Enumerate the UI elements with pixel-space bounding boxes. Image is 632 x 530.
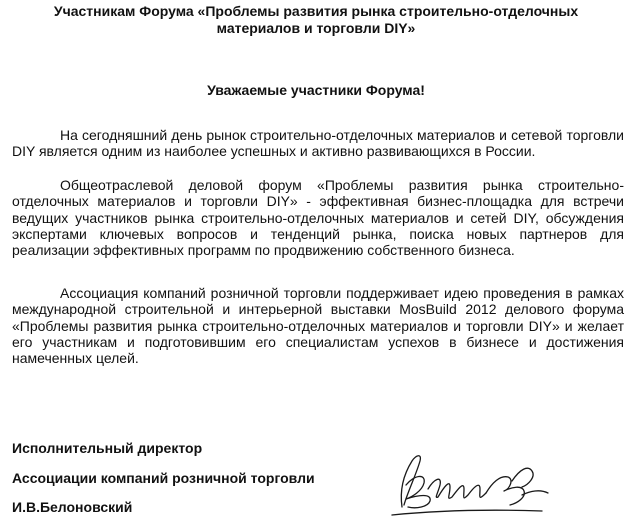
signatory-name: И.В.Белоновский xyxy=(12,499,133,515)
letter-heading-line-2: материалов и торговли DIY» xyxy=(216,20,416,36)
paragraph-1: На сегодняшний день рынок строительно-отделочных материалов и сетевой торговли DIY является одним из наиболее успешных и активно развивающихся в России. xyxy=(12,127,624,160)
signatory-organization: Ассоциации компаний розничной торговли xyxy=(12,470,315,486)
letter-heading-line-1: Участникам Форума «Проблемы развития рынка строительно-отделочных xyxy=(53,3,579,19)
paragraph-2: Общеотраслевой деловой форум «Проблемы развития рынка строительно-отделочных материалов и торговли DIY» - эффективная бизнес-площадка для встречи ведущих участников рынка строительно-отделочных материалов и сетей DIY, обсуждения экспертами ключевых вопросов и тенденций рынка, поиска новых партнеров для реализации эффективных программ по продвижению собственного бизнеса. xyxy=(12,177,624,259)
letter-heading xyxy=(0,3,632,37)
signatory-position: Исполнительный директор xyxy=(12,440,203,456)
handwritten-signature xyxy=(372,445,562,523)
paragraph-3: Ассоциация компаний розничной торговли поддерживает идею проведения в рамках международной строительной и интерьерной выставки MosBuild 2012 делового форума «Проблемы развития рынка строительно-отделочных материалов и торговли DIY» и желает его участникам и подготовившим его специалистам успехов в бизнесе и достижения намеченных целей. xyxy=(12,285,624,367)
salutation: Уважаемые участники Форума! xyxy=(207,82,425,98)
